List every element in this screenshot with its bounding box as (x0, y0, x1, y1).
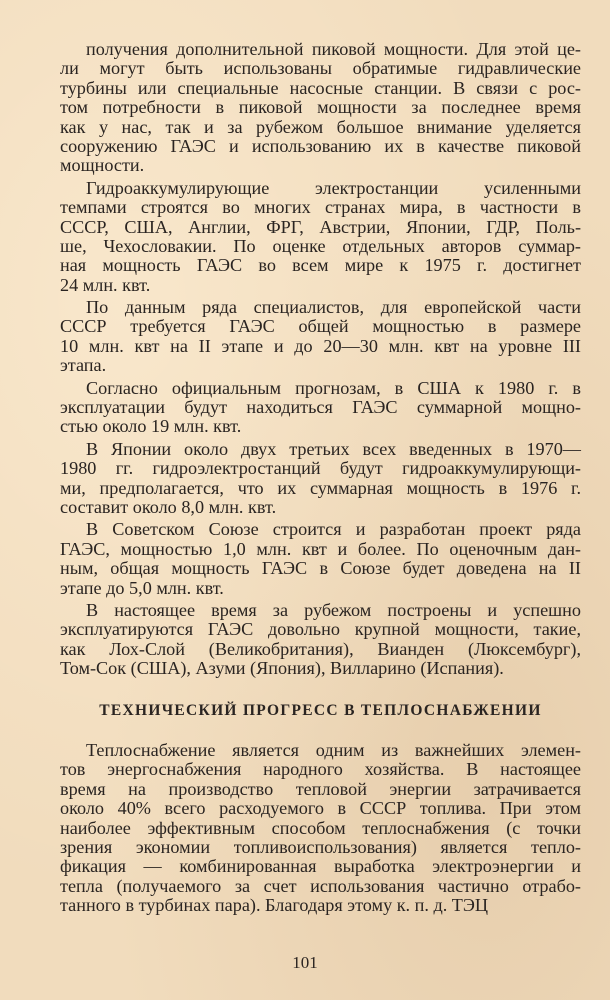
text-line: В настоящее время за рубежом построены и успешно (86, 599, 581, 620)
text-line: сооружению ГАЭС и использованию их в качестве пиковой (60, 135, 581, 156)
page-number: 101 (292, 953, 318, 972)
paragraph (60, 40, 581, 176)
section-heading: ТЕХНИЧЕСКИЙ ПРОГРЕСС В ТЕПЛОСНАБЖЕНИИ (99, 702, 542, 719)
text-line: стью около 19 млн. квт. (60, 416, 242, 437)
text-line: Гидроаккумулирующие электростанции усиленными (86, 177, 581, 198)
text-line: время на производство тепловой энергии затрачивается (60, 778, 581, 799)
paragraph (60, 520, 581, 598)
text-line: Согласно официальным прогнозам, в США к 1980 г. в (86, 377, 581, 398)
text-line: темпами строятся во многих странах мира, в частности в (60, 197, 581, 218)
text-line: танного в турбинах пара). Благодаря этому к. п. д. ТЭЦ (60, 895, 489, 916)
body-text-top (60, 40, 581, 679)
paragraph (60, 440, 581, 518)
text-line: тов энергоснабжения народного хозяйства. В настоящее (60, 759, 581, 780)
text-line: Теплоснабжение является одним из важнейших элемен- (86, 740, 581, 760)
text-line: СССР, США, Англии, ФРГ, Австрии, Японии, ГДР, Поль- (60, 216, 581, 237)
text-line: 10 млн. квт на II этапе и до 20—30 млн. квт на уровне III (60, 335, 581, 356)
text-line: В Японии около двух третьих всех введенных в 1970— (86, 438, 581, 459)
text-line: мощности. (60, 155, 145, 176)
paragraph (60, 741, 581, 916)
text-line: этапе до 5,0 млн. квт. (60, 577, 224, 598)
text-line: 24 млн. квт. (60, 274, 151, 295)
text-line: тепла (получаемого за счет использования частично отрабо- (60, 875, 581, 896)
text-line: фикация — комбинированная выработка электроэнергии и (60, 856, 581, 877)
text-line: ли могут быть использованы обратимые гидравлические (60, 58, 581, 79)
text-line: получения дополнительной пиковой мощности. Для этой це- (86, 39, 581, 59)
text-line: эксплуатируются ГАЭС довольно крупной мощности, такие, (60, 619, 581, 640)
text-line: ше, Чехословакии. По оценке отдельных авторов суммар- (60, 235, 581, 256)
text-line: В Советском Союзе строится и разработан проект ряда (86, 519, 581, 540)
text-line: По данным ряда специалистов, для европейской части (86, 297, 581, 318)
text-line: зрения экономии топливоиспользования) является тепло- (60, 836, 581, 857)
text-line: Том-Сок (США), Азуми (Япония), Вилларино (Испания). (60, 658, 504, 679)
text-line: составит около 8,0 млн. квт. (60, 496, 277, 517)
text-line: ГАЭС, мощностью 1,0 млн. квт и более. По оценочным дан- (60, 538, 581, 559)
text-line: турбины или специальные насосные станции. В связи с рос- (60, 77, 581, 98)
text-line: эксплуатации будут находиться ГАЭС суммарной мощно- (60, 397, 581, 418)
text-line: около 40% всего расходуемого в СССР топлива. При этом (60, 798, 581, 819)
text-line: том потребности в пиковой мощности за последнее время (60, 97, 581, 118)
text-line: ная мощность ГАЭС во всем мире к 1975 г. достигнет (60, 255, 581, 276)
paragraph (60, 179, 581, 295)
text-line: 1980 гг. гидроэлектростанций будут гидроаккумулирующи- (60, 458, 581, 479)
text-line: как Лох-Слой (Великобритания), Вианден (Люксембург), (60, 638, 581, 659)
body-text-bottom (60, 741, 581, 916)
paragraph (60, 379, 581, 437)
text-line: наиболее эффективным способом теплоснабжения (с точки (60, 817, 581, 838)
text-line: как у нас, так и за рубежом большое внимание уделяется (60, 116, 581, 137)
paragraph (60, 298, 581, 376)
text-line: ми, предполагается, что их суммарная мощность в 1976 г. (60, 477, 581, 498)
text-line: ным, общая мощность ГАЭС в Союзе будет доведена на II (60, 558, 581, 579)
text-line: СССР требуется ГАЭС общей мощностью в размере (60, 316, 581, 337)
paragraph (60, 601, 581, 679)
text-line: этапа. (60, 355, 107, 376)
